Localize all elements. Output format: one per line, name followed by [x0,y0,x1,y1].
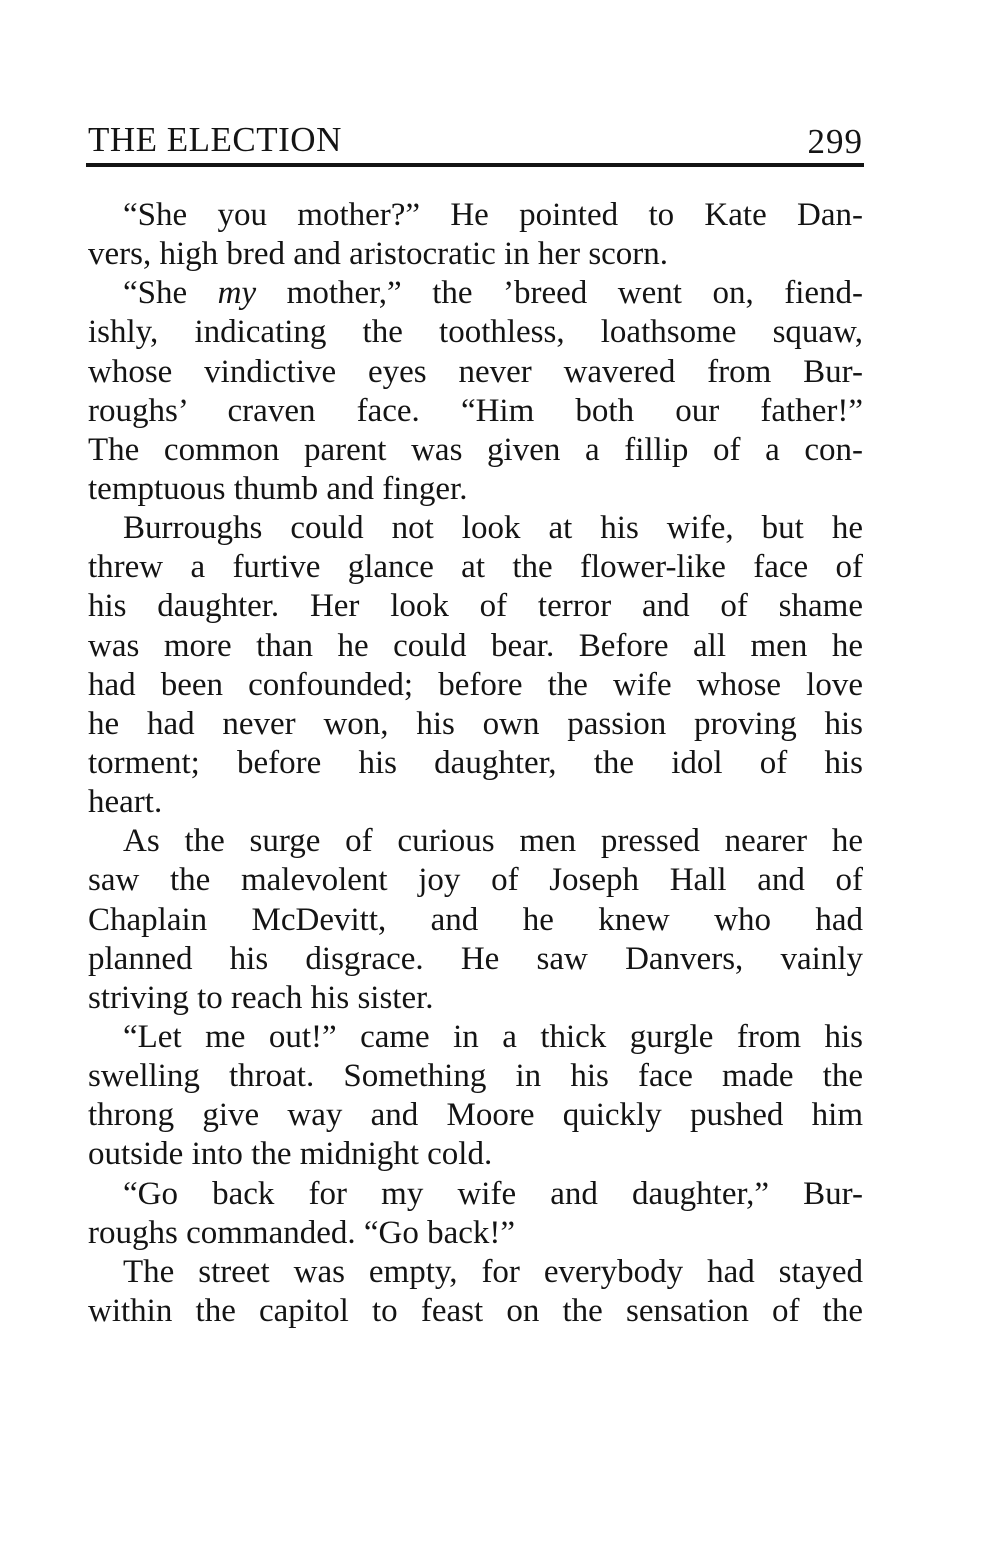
running-head [88,118,863,162]
text-line: roughs’ craven face. “Him both our father!” [88,392,863,429]
text-line: his daughter. Her look of terror and of shame [88,588,863,625]
text-line: The street was empty, for everybody had stayed [123,1253,863,1290]
header-rule [86,163,864,167]
text-line: ishly, indicating the toothless, loathsome squaw, [88,314,863,351]
text-line: swelling throat. Something in his face made the [88,1058,863,1095]
text-line: throng give way and Moore quickly pushed him [88,1097,863,1134]
text-line: whose vindictive eyes never wavered from Bur- [88,353,863,390]
text-line: heart. [88,784,163,821]
chapter-title: THE ELECTION [88,120,342,159]
page-number: 299 [807,122,863,161]
text-line: Burroughs could not look at his wife, but he [123,510,863,547]
text-line: saw the malevolent joy of Joseph Hall and of [88,862,863,899]
text-line: had been confounded; before the wife whose love [88,666,863,703]
italic-emphasis: my [217,275,257,312]
text-line: The common parent was given a fillip of a con- [88,431,863,468]
text-line: within the capitol to feast on the sensation of the [88,1292,863,1329]
text-line: Chaplain McDevitt, and he knew who had [88,901,863,938]
text-line: temptuous thumb and finger. [88,470,468,507]
text-line: roughs commanded. “Go back!” [88,1214,516,1251]
text-line: torment; before his daughter, the idol of his [88,744,863,781]
text-line: “Go back for my wife and daughter,” Bur- [123,1175,863,1212]
text-line: striving to reach his sister. [88,979,434,1016]
text-line: “She my mother,” the ’breed went on, fiend- [123,275,863,312]
text-line: outside into the midnight cold. [88,1136,493,1173]
text-line: planned his disgrace. He saw Danvers, vainly [88,940,863,977]
text-line: he had never won, his own passion proving his [88,705,863,742]
body-text [88,196,863,1331]
text-line: vers, high bred and aristocratic in her scorn. [88,236,669,273]
text-line: “She you mother?” He pointed to Kate Dan- [123,197,863,233]
text-line: was more than he could bear. Before all men he [88,627,863,664]
text-line: threw a furtive glance at the flower-like face of [88,549,863,586]
text-line: “Let me out!” came in a thick gurgle from his [123,1018,863,1055]
text-line: As the surge of curious men pressed nearer he [123,823,863,860]
